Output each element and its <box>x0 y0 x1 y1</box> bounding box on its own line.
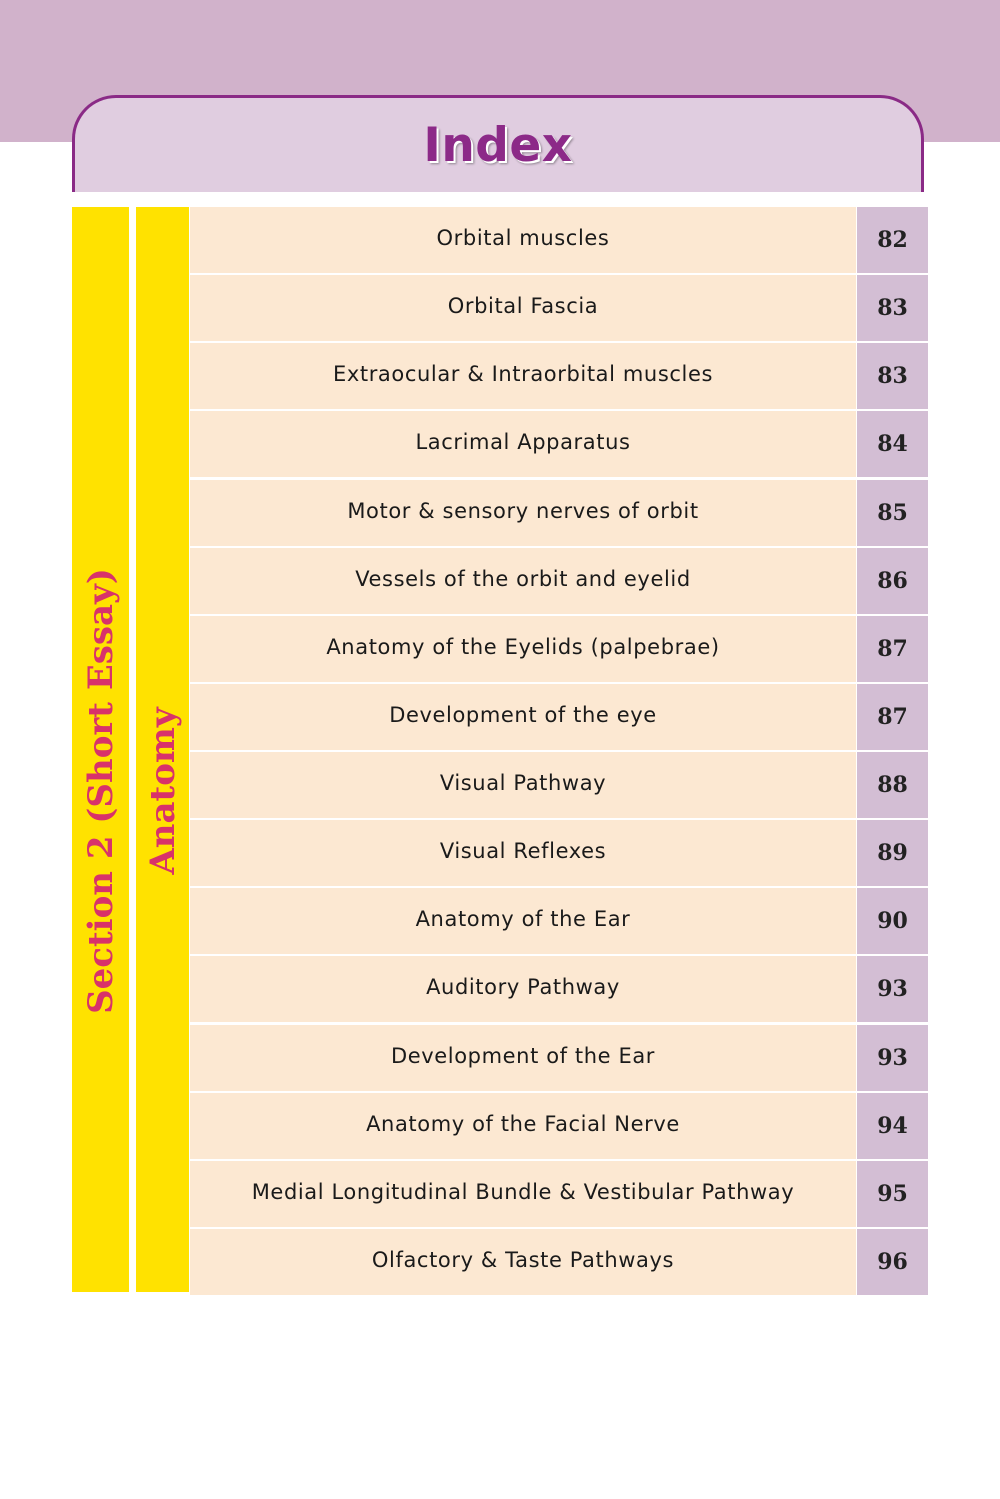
entry-page-number: 89 <box>857 820 928 886</box>
index-row[interactable] <box>190 548 928 614</box>
entry-title: Anatomy of the Facial Nerve <box>190 1093 856 1159</box>
subject-label: Anatomy <box>142 706 183 875</box>
entry-title: Extraocular & Intraorbital muscles <box>190 343 856 409</box>
section-band <box>72 207 129 1292</box>
index-row[interactable] <box>190 207 928 273</box>
index-row[interactable] <box>190 275 928 341</box>
index-row[interactable] <box>190 752 928 818</box>
index-row[interactable] <box>190 616 928 682</box>
entry-page-number: 82 <box>857 207 928 273</box>
entry-title: Lacrimal Apparatus <box>190 411 856 477</box>
entry-page-number: 93 <box>857 1025 928 1091</box>
entry-title: Olfactory & Taste Pathways <box>190 1229 856 1295</box>
entry-page-number: 96 <box>857 1229 928 1295</box>
section-label: Section 2 (Short Essay) <box>80 567 121 1014</box>
entry-title: Development of the eye <box>190 684 856 750</box>
index-row[interactable] <box>190 820 928 886</box>
entry-page-number: 84 <box>857 411 928 477</box>
entry-title: Visual Reflexes <box>190 820 856 886</box>
index-row[interactable] <box>190 1229 928 1295</box>
entry-title: Anatomy of the Eyelids (palpebrae) <box>190 616 856 682</box>
entry-title: Orbital Fascia <box>190 275 856 341</box>
entry-page-number: 83 <box>857 275 928 341</box>
index-row[interactable] <box>190 1025 928 1091</box>
index-title-tab <box>72 95 924 192</box>
entry-title: Vessels of the orbit and eyelid <box>190 548 856 614</box>
entry-title: Visual Pathway <box>190 752 856 818</box>
entry-page-number: 88 <box>857 752 928 818</box>
entry-page-number: 94 <box>857 1093 928 1159</box>
index-row[interactable] <box>190 1161 928 1227</box>
index-row[interactable] <box>190 684 928 750</box>
subject-band <box>136 207 189 1292</box>
entry-title: Motor & sensory nerves of orbit <box>190 480 856 546</box>
entry-title: Auditory Pathway <box>190 956 856 1022</box>
index-row[interactable] <box>190 888 928 954</box>
index-row[interactable] <box>190 1093 928 1159</box>
page-title: Index <box>423 118 573 173</box>
entry-page-number: 87 <box>857 684 928 750</box>
entry-page-number: 83 <box>857 343 928 409</box>
index-row[interactable] <box>190 411 928 477</box>
entry-page-number: 93 <box>857 956 928 1022</box>
entry-page-number: 90 <box>857 888 928 954</box>
entry-page-number: 95 <box>857 1161 928 1227</box>
entry-title: Orbital muscles <box>190 207 856 273</box>
entry-title: Anatomy of the Ear <box>190 888 856 954</box>
index-row[interactable] <box>190 956 928 1022</box>
entry-page-number: 86 <box>857 548 928 614</box>
entry-title: Medial Longitudinal Bundle & Vestibular Pathway <box>190 1161 856 1227</box>
index-row[interactable] <box>190 343 928 409</box>
entry-title: Development of the Ear <box>190 1025 856 1091</box>
entry-page-number: 87 <box>857 616 928 682</box>
index-table <box>190 207 928 1292</box>
index-row[interactable] <box>190 480 928 546</box>
entry-page-number: 85 <box>857 480 928 546</box>
